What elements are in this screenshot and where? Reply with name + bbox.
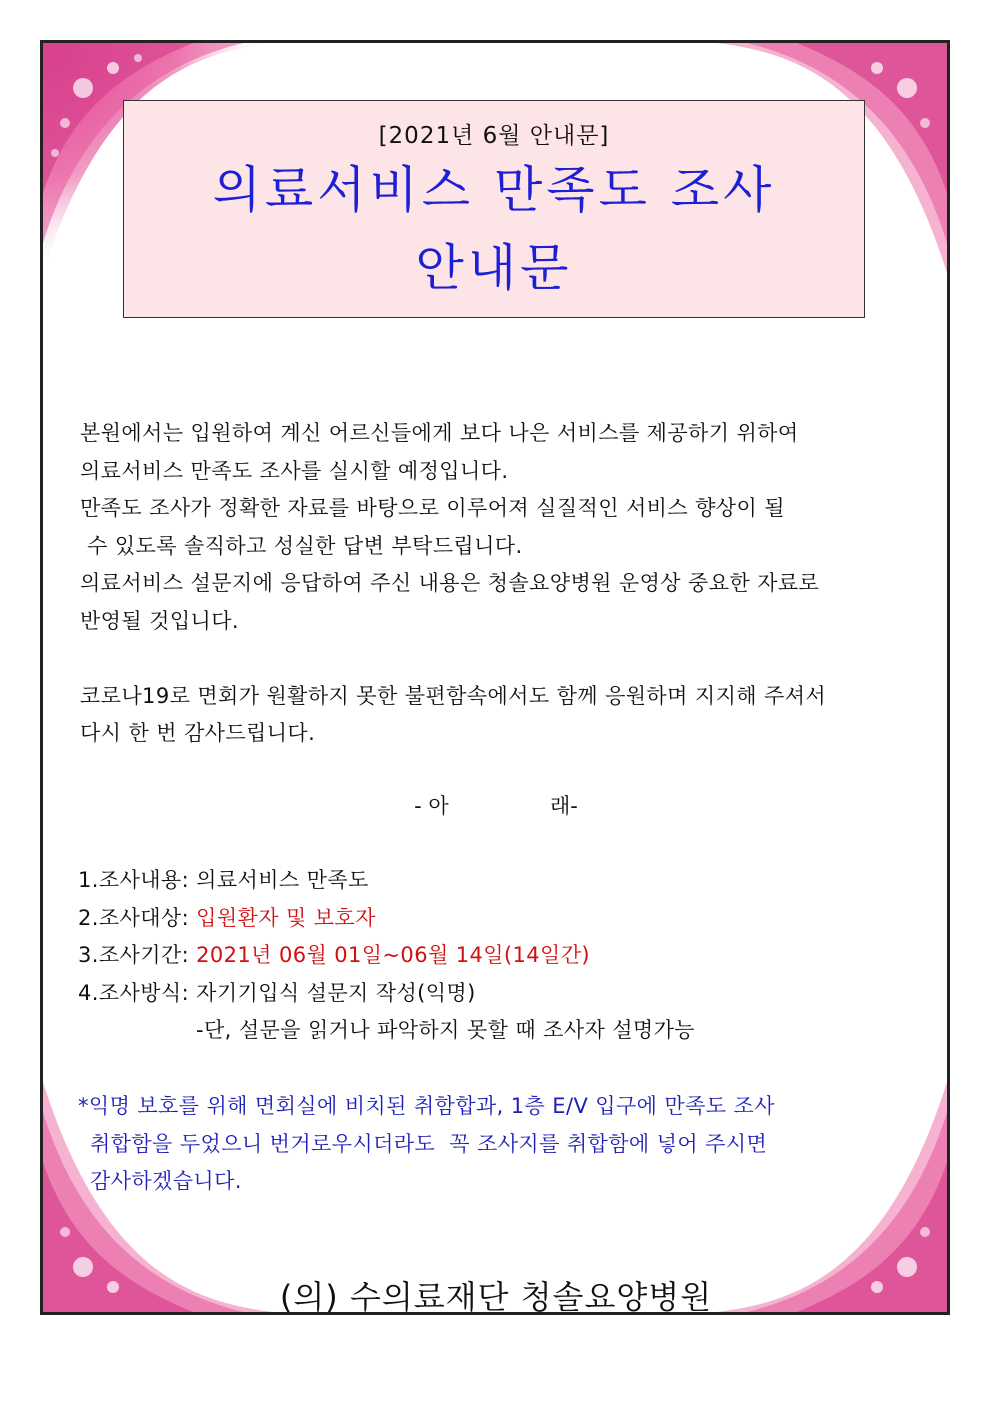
body-line: 본원에서는 입원하여 계신 어르신들에게 보다 나은 서비스를 제공하기 위하여 [80, 421, 799, 445]
notice-heading-left: - 아 [414, 794, 449, 818]
notice-heading-right: 래- [550, 794, 578, 818]
survey-details [78, 862, 695, 1050]
title-box [123, 100, 865, 318]
privacy-notice-line: *익명 보호를 위해 면회실에 비치된 취함합과, 1층 E/V 입구에 만족도 조사 [78, 1094, 775, 1118]
list-item [78, 862, 695, 900]
list-item [78, 975, 695, 1013]
body-line: 의료서비스 설문지에 응답하여 주신 내용은 청솔요양병원 운영상 중요한 자료로 [80, 571, 820, 595]
survey-content-label: 1.조사내용: [78, 868, 197, 892]
notice-date-subtitle: [2021년 6월 안내문] [378, 123, 610, 149]
list-item [78, 937, 695, 975]
privacy-notice [78, 1088, 775, 1201]
survey-target-value: 입원환자 및 보호자 [196, 905, 376, 930]
organization-name: (의) 수의료재단 청솔요양병원 [279, 1278, 713, 1316]
body-line: 반영될 것입니다. [80, 608, 239, 633]
notice-heading [0, 790, 992, 820]
body-paragraph [80, 415, 950, 753]
survey-method-value: 자기기입식 설문지 작성(익명) [196, 980, 476, 1005]
survey-period-value: 2021년 06월 01일~06월 14일(14일간) [196, 943, 591, 967]
list-item [78, 900, 695, 938]
thanks-line: 다시 한 번 감사드립니다. [80, 721, 316, 745]
privacy-notice-line: 감사하겠습니다. [90, 1169, 242, 1193]
survey-period-label: 3.조사기간: [78, 943, 197, 967]
body-line: 만족도 조사가 정확한 자료를 바탕으로 이루어져 실질적인 서비스 향상이 될 [80, 496, 785, 520]
privacy-notice-line: 취합함을 두었으니 번거로우시더라도 꼭 조사지를 취합함에 넣어 주시면 [90, 1131, 768, 1156]
page-title: 의료서비스 만족도 조사 [212, 161, 776, 219]
survey-target-label: 2.조사대상: [78, 905, 197, 930]
body-line: 수 있도록 솔직하고 성실한 답변 부탁드립니다. [80, 533, 523, 558]
survey-content-value: 의료서비스 만족도 [196, 868, 369, 892]
page-title-line2: 안내문 [415, 239, 573, 297]
body-line: 의료서비스 만족도 조사를 실시할 예정입니다. [80, 458, 509, 483]
survey-method-label: 4.조사방식: [78, 980, 197, 1005]
thanks-line: 코로나19로 면회가 원활하지 못한 불편함속에서도 함께 응원하며 지지해 주셔서 [80, 683, 827, 708]
survey-method-note: -단, 설문을 읽거나 파악하지 못할 때 조사자 설명가능 [196, 1018, 695, 1042]
